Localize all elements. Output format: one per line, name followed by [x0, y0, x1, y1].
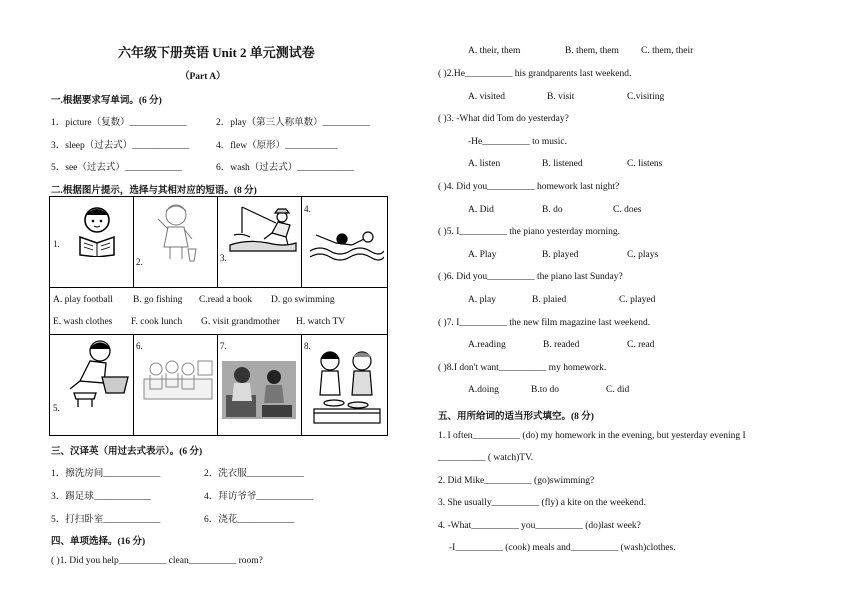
- mc-q3-stem: ( )3. -What did Tom do yesterday?: [438, 114, 569, 124]
- pic-num-6: 6.: [136, 341, 143, 351]
- mc-q7-stem: ( )7. I__________ the new film magazine last weekend.: [438, 318, 651, 328]
- boy-reading-picture: [72, 205, 122, 257]
- mc-q4-option-b: B. do: [542, 205, 563, 215]
- mc-q8-option-b: B.to do: [531, 385, 559, 395]
- s5-line-2: __________ ( watch)TV.: [438, 453, 534, 463]
- watching-tv-picture: [142, 355, 214, 403]
- page-subtitle: （Part A）: [180, 72, 226, 82]
- s3-item-4: 4．拜访爷爷____________: [204, 492, 314, 502]
- page-title: 六年级下册英语 Unit 2 单元测试卷: [118, 45, 315, 60]
- mc-q1-option-a: A. their, them: [468, 46, 521, 56]
- visit-grandmother-picture: [222, 361, 296, 419]
- pic-num-2: 2.: [136, 257, 143, 267]
- s5-line-1: 1. I often__________ (do) my homework in the evening, but yesterday evening I: [438, 431, 746, 441]
- s1-item-2: 2．play（第三人称单数）__________: [216, 118, 371, 128]
- s3-item-6: 6．浇花____________: [204, 515, 295, 525]
- option-c: C.read a book: [199, 295, 253, 305]
- mc-q1-option-c: C. them, their: [641, 46, 694, 56]
- s3-item-5: 5．打扫卧室____________: [51, 515, 161, 525]
- s3-item-2: 2．洗衣服____________: [204, 469, 304, 479]
- s1-item-1: 1．picture（复数）____________: [51, 118, 187, 128]
- swimming-picture: [308, 225, 384, 265]
- mc-q6-option-a: A. play: [468, 295, 496, 305]
- pic-num-5: 5.: [53, 403, 60, 413]
- mc-q5-option-a: A. Play: [468, 250, 497, 260]
- mc-q3-stem-2: -He__________ to music.: [468, 137, 567, 147]
- s1-item-6: 6．wash（过去式）____________: [216, 163, 355, 173]
- pic-num-4: 4.: [304, 204, 311, 214]
- picture-grid: [49, 196, 388, 436]
- mc-q2-option-a: A. visited: [468, 92, 505, 102]
- mc-q1-stem: ( )1. Did you help__________ clean__________ room?: [51, 556, 263, 566]
- mc-q8-option-a: A.doing: [468, 385, 499, 395]
- mc-q4-option-a: A. Did: [468, 205, 494, 215]
- option-b: B. go fishing: [133, 295, 183, 305]
- option-f: F. cook lunch: [131, 317, 183, 327]
- mc-q1-option-b: B. them, them: [565, 46, 619, 56]
- mc-q6-stem: ( )6. Did you__________ the piano last Sunday?: [438, 272, 623, 282]
- option-h: H. watch TV: [296, 317, 346, 327]
- mc-q2-option-c: C.visiting: [627, 92, 665, 102]
- mc-q2-option-b: B. visit: [547, 92, 575, 102]
- mc-q6-option-c: C. played: [619, 295, 656, 305]
- mc-q6-option-b: B. plaied: [532, 295, 567, 305]
- section-1-heading: 一.根据要求写单词。(6 分): [51, 96, 162, 106]
- s5-line-3: 2. Did Mike__________ (go)swimming?: [438, 476, 595, 486]
- section-4-heading: 四、单项选择。(16 分): [51, 537, 146, 547]
- mc-q2-stem: ( )2.He__________ his grandparents last weekend.: [438, 69, 632, 79]
- pic-num-8: 8.: [304, 341, 311, 351]
- s5-line-5: 4. -What__________ you__________ (do)last week?: [438, 521, 641, 531]
- pic-num-7: 7.: [220, 341, 227, 351]
- s3-item-1: 1．擦洗房间____________: [51, 469, 161, 479]
- option-g: G. visit grandmother: [201, 317, 280, 327]
- mc-q3-option-a: A. listen: [468, 159, 501, 169]
- option-a: A. play football: [53, 295, 113, 305]
- mc-q4-stem: ( )4. Did you__________ homework last night?: [438, 182, 620, 192]
- mc-q4-option-c: C. does: [613, 205, 642, 215]
- cooking-lunch-picture: [312, 347, 382, 425]
- option-e: E. wash clothes: [53, 317, 113, 327]
- s1-item-5: 5．see（过去式）____________: [51, 163, 182, 173]
- mc-q3-option-b: B. listened: [542, 159, 583, 169]
- mc-q7-option-a: A.reading: [468, 340, 506, 350]
- mc-q5-option-b: B. played: [542, 250, 579, 260]
- s3-item-3: 3．踢足球____________: [51, 492, 151, 502]
- girl-watering-picture: [148, 201, 204, 267]
- mc-q8-stem: ( )8.I don't want__________ my homework.: [438, 363, 607, 373]
- section-5-heading: 五、用所给词的适当形式填空。(8 分): [438, 412, 594, 422]
- s5-line-4: 3. She usually__________ (fly) a kite on the weekend.: [438, 498, 646, 508]
- fishing-picture: [228, 203, 298, 253]
- washing-clothes-picture: [64, 337, 132, 409]
- s5-line-6: -I__________ (cook) meals and__________ (wash)clothes.: [449, 543, 676, 553]
- section-3-heading: 三、汉译英（用过去式表示）。(6 分): [51, 447, 203, 457]
- s1-item-3: 3．sleep（过去式）____________: [51, 141, 190, 151]
- mc-q3-option-c: C. listens: [627, 159, 663, 169]
- mc-q7-option-b: B. readed: [543, 340, 580, 350]
- pic-num-1: 1.: [53, 239, 60, 249]
- option-d: D. go swimming: [271, 295, 335, 305]
- mc-q8-option-c: C. did: [606, 385, 630, 395]
- mc-q5-option-c: C. plays: [627, 250, 659, 260]
- s1-item-4: 4．flew（原形）___________: [216, 141, 338, 151]
- pic-num-3: 3.: [220, 253, 227, 263]
- mc-q5-stem: ( )5. I__________ the piano yesterday morning.: [438, 227, 621, 237]
- mc-q7-option-c: C. read: [627, 340, 655, 350]
- section-2-heading: 二.根据图片提示，选择与其相对应的短语。(8 分): [51, 186, 257, 196]
